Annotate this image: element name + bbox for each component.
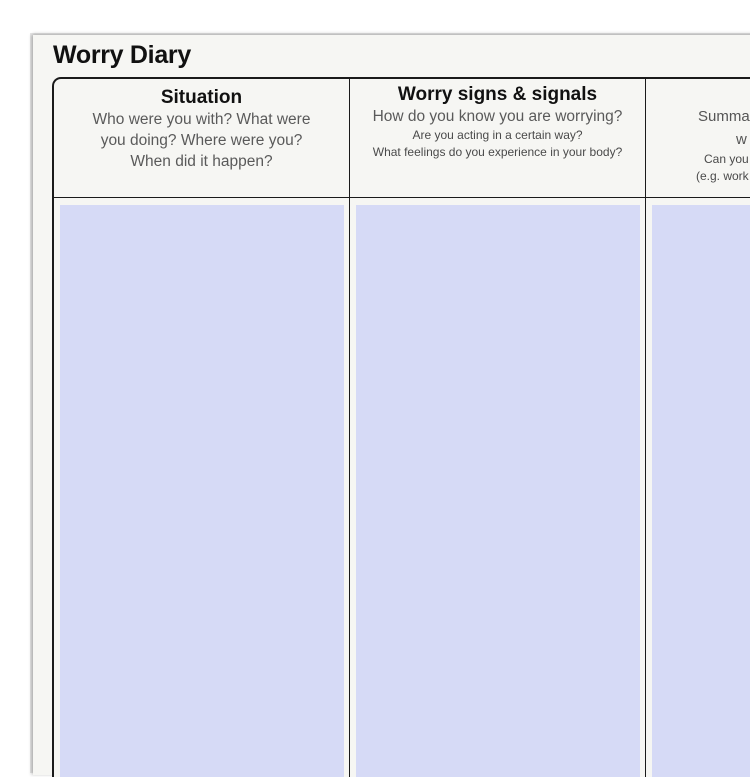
column-situation (54, 79, 350, 777)
worry-diary-table (52, 77, 750, 777)
column-detail: Are you acting in a certain way? (412, 128, 583, 142)
situation-entry-area[interactable] (60, 205, 344, 777)
column-header (350, 79, 645, 198)
column-title: Situation (160, 87, 243, 108)
column-prompt: How do you know you are worrying? (372, 108, 623, 125)
column-worry-signs (350, 79, 646, 777)
column-header (54, 79, 349, 198)
column-header (646, 79, 750, 198)
column-detail: Can you (704, 152, 749, 166)
column-title: Summa (698, 108, 750, 125)
column-prompt: Who were you with? What were you doing? Where were you? When did it happen? (92, 111, 311, 170)
summary-entry-area[interactable] (652, 205, 750, 777)
column-prompt: w (736, 131, 747, 148)
document-title: Worry Diary (53, 41, 191, 69)
column-title: Worry signs & signals (397, 84, 598, 105)
column-detail: (e.g. work (696, 169, 749, 183)
column-detail: What feelings do you experience in your body? (372, 145, 623, 159)
worry-signs-entry-area[interactable] (356, 205, 640, 777)
column-summary (646, 79, 750, 777)
